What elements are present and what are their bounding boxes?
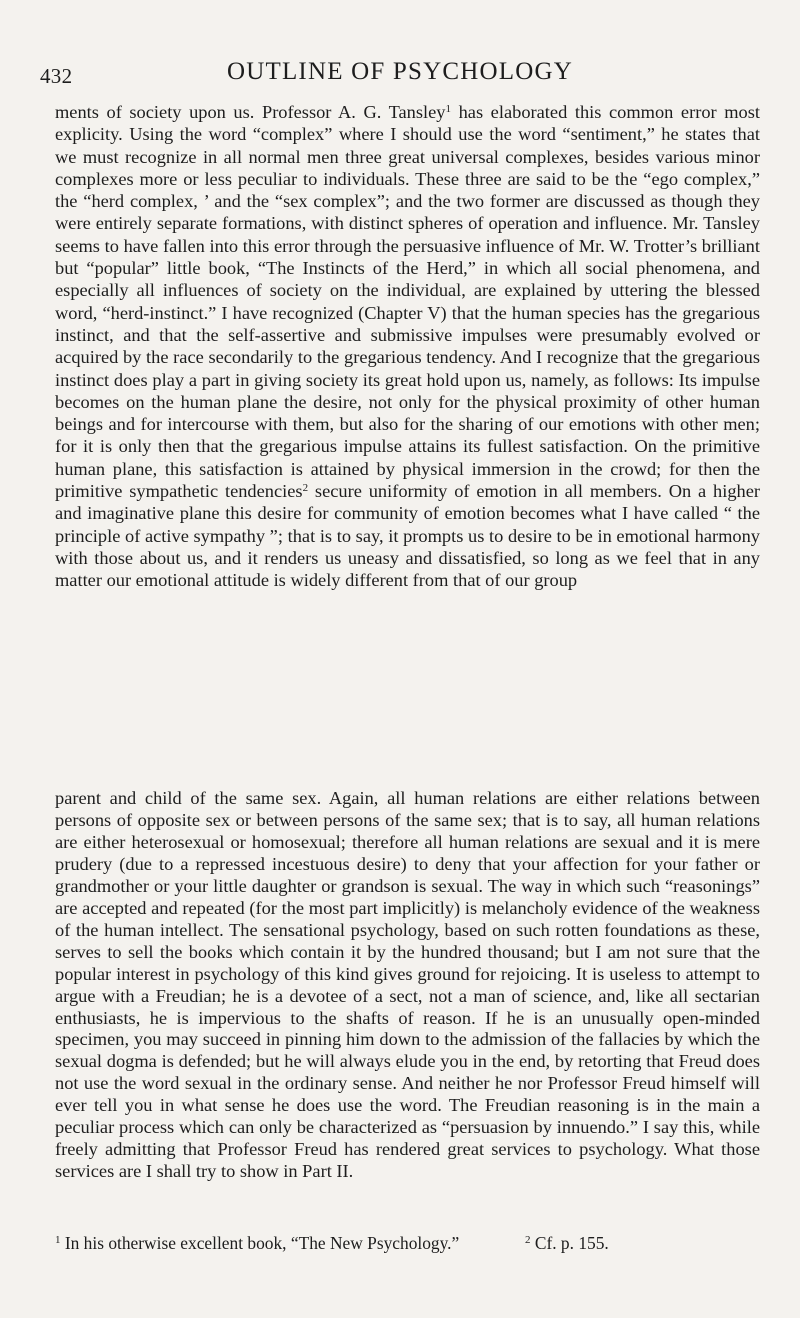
footnote-1-mark: 1 <box>55 1234 61 1246</box>
footnote-1 <box>55 1233 459 1253</box>
footnote-2-mark: 2 <box>525 1234 531 1246</box>
footnote-ref-1: 1 <box>445 103 452 115</box>
footnotes <box>55 1232 760 1254</box>
footnote-ref-2: 2 <box>302 482 309 495</box>
page-number: 432 <box>40 64 73 88</box>
upper-text-part-2: has elaborated this common error most explicity. Using the word “complex” where I should use the word “sentiment,” he states that we must recognize in all normal men three great universal complexes, besides various minor complexes more or less peculiar to individuals. These three are said to be the “ego complex,” the “herd complex, ’ and the “sex complex”; and the two former are discussed as though they were entirely separate formations, with distinct spheres of operation and influence. Mr. Tansley seems to have fallen into this error through the persuasive influence of Mr. W. Trotter’s brilliant but “popular” little book, “The Instincts of the Herd,” in which all social phenomena, and especially all influences of society on the individual, are explained by uttering the blessed word, “herd-instinct.” I have recognized (Chapter V) that the human species has the gregarious instinct, and that the self-assertive and submissive impulses were presumably evolved or acquired by the race secondarily to the gregarious tendency. And I recognize that the gregarious instinct does play a part in giving society its great hold upon us, namely, as follows: Its impulse becomes on the human plane the desire, not only for the physical proximity of other human beings and for intercourse with them, but also for the sharing of our emotions with other men; for it is only then that the gregarious impulse attains its fullest satisfaction. On the primitive human plane, this satisfaction is attained by physical immersion in the crowd; for then the primitive sympathetic tendencies <box>55 102 761 502</box>
footnote-2 <box>525 1232 609 1254</box>
footnote-2-text: Cf. p. 155. <box>530 1233 609 1253</box>
upper-paragraph <box>55 101 760 592</box>
upper-text-part-1: ments of society upon us. Professor A. G. Tansley <box>55 102 446 122</box>
lower-paragraph: parent and child of the same sex. Again, all human relations are either relations between persons of opposite sex or between persons of the same sex; that is to say, all human relations are either heterosexual or homosexual; therefore all human relations are sexual and it is mere prudery (due to a repressed incestuous desire) to deny that your affection for your father or grandmother or your little daughter or grandson is sexual. The way in which such “reasonings” are accepted and repeated (for the most part implicitly) is melancholy evidence of the weakness of the human intellect. The sensational psychology, based on such rotten foundations as these, serves to sell the books which contain it by the hundred thousand; but I am not sure that the popular interest in psychology of this kind gives ground for rejoicing. It is useless to attempt to argue with a Freudian; he is a devotee of a sect, not a man of science, and, like all sectarian enthusiasts, he is impervious to the shafts of reason. If he is an unusually open-minded specimen, you may succeed in pinning him down to the admission of the fallacies by which the sexual dogma is defended; but he will always elude you in the end, by retorting that Freud does not use the word sexual in the ordinary sense. And neither he nor Professor Freud himself will ever tell you in what sense he does use the word. The Freudian reasoning is in the main a peculiar process which can only be characterized as “persuasion by innuendo.” I say this, while freely admitting that Professor Freud has rendered great services to psychology. What those services are I shall try to show in Part II. <box>55 788 760 1182</box>
footnote-1-text: In his otherwise excellent book, “The New Psychology.” <box>60 1233 460 1253</box>
upper-text-part-3: secure uniformity of emotion in all members. On a higher and imaginative plane this desire for community of emotion becomes what I have called “ the principle of active sympathy ”; that is to say, it prompts us to desire to be in emotional harmony with those about us, and it renders us uneasy and dissatisfied, so long as we feel that in any matter our emotional attitude is widely different from that of our group <box>55 481 760 591</box>
running-head: OUTLINE OF PSYCHOLOGY <box>226 58 574 85</box>
